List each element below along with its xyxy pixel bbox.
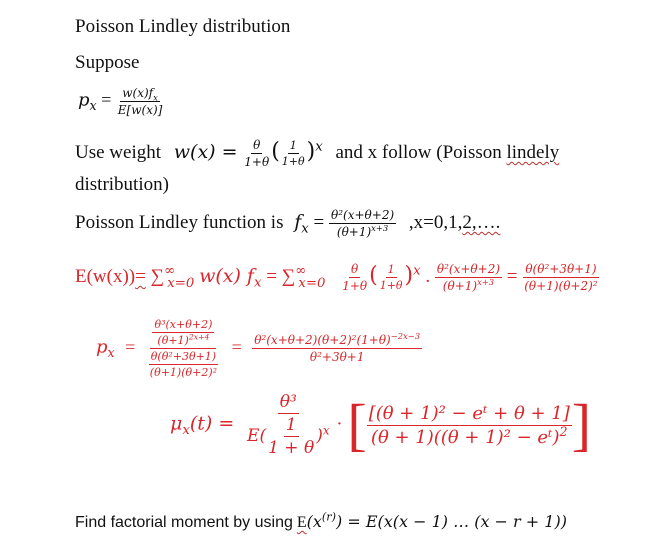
exp-mid: w(x) f (199, 264, 254, 287)
exp-eq1: = (135, 265, 146, 287)
exp-sum1: ∑ (150, 265, 165, 287)
pxr-inner-num-frac (152, 318, 214, 347)
exp-frac3-den: (θ+1) (442, 279, 478, 293)
exp-frac3 (435, 262, 502, 293)
factorial-e: E (296, 514, 307, 531)
exp-frac2-num: 1 (387, 263, 395, 276)
weight-line2-text: distribution) (75, 174, 169, 195)
pxr-sub: x (107, 345, 115, 361)
exp-sum2: ∑ (281, 265, 296, 287)
pl-suffix-a: ,x=0,1, (408, 211, 463, 233)
expectation-line: $E(w(x))= \sum^\infty_{x=0}$ w(x) $f_x = \sum^\infty_{x=0}$ $\frac{\theta}{1+\theta}$ ( $\frac{1}{1+\theta}$ )$^x$ . $\frac{\text{θ²(x+θ+2)}}{(\theta+1)^{x+3}}$ = $\frac{\text{θ(θ²+3θ+1)}}{\text{(θ+1)(θ+2)²}}$ (75, 262, 598, 293)
exp-frac3-num: θ²(x+θ+2) (436, 262, 501, 276)
px-result-line (96, 318, 422, 379)
exp-frac2-den: 1+θ (379, 279, 403, 292)
pl-eq: = (313, 211, 325, 233)
title-text: Poisson Lindley distribution (75, 16, 291, 37)
mgf-frac (245, 392, 332, 458)
pxr-lhs: p (96, 336, 108, 358)
pxr-eq: = (125, 336, 136, 357)
mgf-bracket-frac (367, 403, 572, 448)
exp-result (522, 262, 599, 293)
px-num: w(x)f (122, 86, 154, 100)
px-sub: x (89, 98, 97, 114)
mgf-dot: · (336, 413, 343, 435)
pxr-eq2: = (231, 336, 242, 357)
pl-sub: x (301, 221, 309, 237)
mgf-lhs: μ (170, 412, 183, 435)
pl-function-line (75, 208, 500, 239)
exp-frac1-num: θ (351, 262, 359, 276)
weight-frac2-den: 1+θ (281, 155, 305, 168)
exp-result-num: θ(θ²+3θ+1) (525, 262, 597, 276)
pxr-rhs-num: θ²(x+θ+2)(θ+2)²(1+θ) (254, 333, 391, 347)
exp-sum2-sub: x=0 (298, 275, 326, 291)
pl-num: θ²(x+θ+2) (331, 208, 395, 222)
exp-mid-sub: x (253, 275, 262, 291)
mgf-den-frac-den: 1 + θ (268, 438, 315, 458)
factorial-line (75, 512, 567, 532)
exp-result-den: (θ+1)(θ+2)² (524, 279, 598, 293)
exp-frac1 (340, 262, 369, 293)
weight-line2 (75, 174, 169, 196)
weight-frac1-num: θ (253, 138, 261, 152)
mgf-right-bracket: ] (571, 392, 592, 457)
weight-frac2-num: 1 (289, 139, 297, 152)
exp-frac1-den: 1+θ (342, 279, 368, 293)
px-num-sub: x (153, 92, 158, 103)
exp-dot: . (425, 265, 431, 287)
pxr-inner-den-bot: (θ+1)(θ+2)² (149, 366, 218, 379)
suppose-text: Suppose (75, 52, 140, 73)
factorial-rest: ) = E(x(x − 1) … (x − r + 1)) (336, 512, 567, 531)
weight-frac2 (280, 139, 307, 168)
exp-sum2-sup: ∞ (295, 263, 307, 279)
pxr-rhs-frac (252, 333, 422, 364)
weight-w: w(x) = (173, 140, 238, 163)
px-fraction (116, 86, 165, 117)
factorial-text: Find factorial moment by using (75, 514, 293, 531)
pxr-outer-frac (146, 318, 221, 379)
mgf-bracket-num: [(θ + 1)² − eᵗ + θ + 1] (368, 402, 570, 424)
exp-eq3: = (506, 265, 518, 287)
pl-den-exp: x+3 (371, 223, 389, 233)
mgf-den-pre: E( (247, 426, 267, 446)
pxr-rhs-den: θ²+3θ+1 (309, 350, 365, 364)
weight-frac1-den: 1+θ (244, 155, 270, 169)
mgf-frac-num: θ³ (279, 392, 297, 412)
weight-prefix: Use weight (75, 141, 162, 163)
mgf-den-frac-num: 1 (285, 415, 297, 435)
mgf-bracket-den-exp: 2 (559, 423, 568, 439)
pxr-inner-den-frac (148, 350, 219, 379)
pxr-rhs-num-exp: −2x−3 (390, 331, 421, 341)
pxr-inner-num-bot-exp: 2x+4 (188, 332, 210, 342)
exp-sum1-sub: x=0 (167, 275, 195, 291)
pxr-inner-den-top: θ(θ²+3θ+1) (150, 350, 217, 363)
pxr-inner-num-bot: (θ+1) (157, 334, 189, 347)
mgf-den-exp: x (322, 423, 330, 438)
weight-suffix: and x follow (Poisson (335, 141, 502, 163)
exp-eq2: = (266, 265, 277, 287)
mgf-den-frac (266, 415, 316, 458)
mgf-sub: x (182, 423, 190, 439)
pl-den: (θ+1) (336, 225, 372, 239)
pl-lhs: f (294, 210, 302, 233)
mgf-arg: (t) = (189, 412, 235, 435)
px-den: E[w(x)] (117, 103, 163, 117)
exp-frac2 (378, 263, 405, 292)
exp-lhs: E(w(x)) (75, 265, 136, 287)
mgf-den-post: ) (316, 426, 323, 446)
px-definition (78, 86, 164, 117)
factorial-r: (r) (321, 510, 336, 524)
page-title (75, 16, 290, 38)
exp-exp: x (413, 263, 421, 279)
mgf-line (170, 392, 591, 458)
factorial-expr: (x (306, 512, 322, 531)
pl-prefix: Poisson Lindley function is (75, 211, 284, 233)
weight-lindely: lindely (506, 141, 560, 163)
weight-line: Use weight w(x) = $\frac{\theta}{1+\theta}$ ( $\frac{1}{1+\theta}$ )$^x$ and x follow (Poisson lindely (75, 138, 560, 169)
pxr-inner-num-top: θ³(x+θ+2) (154, 318, 213, 331)
pl-suffix-b: 2,…. (462, 211, 501, 233)
exp-sum1-sup: ∞ (164, 263, 176, 279)
mgf-left-bracket: [ (347, 392, 367, 457)
px-eq: = (101, 89, 112, 110)
mgf-bracket-den: (θ + 1)((θ + 1)² − eᵗ) (370, 426, 560, 448)
exp-frac3-den-exp: x+3 (477, 277, 495, 287)
px-lhs: p (78, 89, 90, 111)
weight-frac1 (242, 138, 271, 169)
suppose-label (75, 52, 139, 74)
weight-exp: x (315, 139, 323, 155)
pl-fraction (329, 208, 396, 239)
